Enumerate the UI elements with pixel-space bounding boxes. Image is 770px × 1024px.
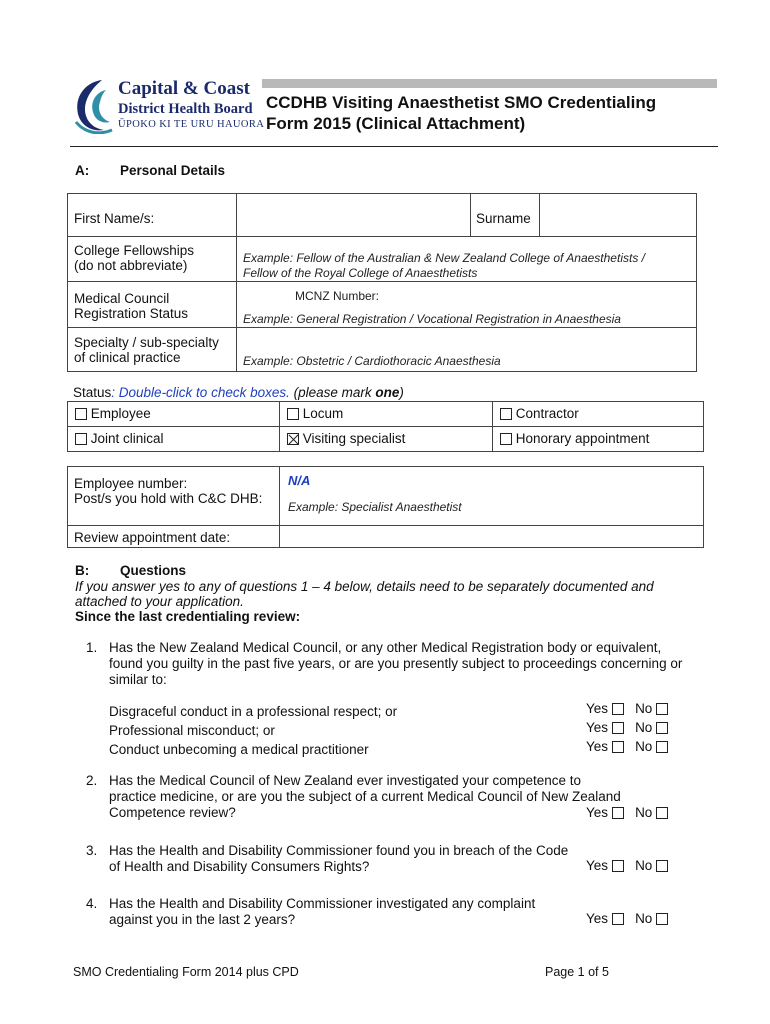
surname-label: Surname [476, 211, 531, 226]
q1a-yes-checkbox[interactable] [612, 703, 624, 715]
employment-table [67, 466, 704, 548]
footer-page-number: Page 1 of 5 [545, 965, 609, 979]
q4-answer [586, 911, 668, 926]
logo-emblem-icon [72, 76, 116, 134]
logo-line-1: Capital & Coast [118, 78, 250, 99]
status-label-honorary-appointment: Honorary appointment [515, 431, 650, 446]
q1-number: 1. [86, 640, 98, 655]
q1-sub-1: Disgraceful conduct in a professional respect; or [109, 704, 398, 719]
status-option-employee[interactable] [68, 402, 280, 427]
post-label: Post/s you hold with C&C DHB: [74, 491, 263, 506]
intro-line-1: If you answer yes to any of questions 1 – 4 below, details need to be separately documented and [75, 579, 654, 594]
checkbox-locum[interactable] [287, 408, 299, 420]
logo-line-2: District Health Board [118, 101, 253, 117]
mc-label-2: Registration Status [74, 306, 189, 321]
q1c-yes-checkbox[interactable] [612, 741, 624, 753]
status-close: ) [399, 385, 404, 400]
q2-number: 2. [86, 773, 98, 788]
specialty-example: Example: Obstetric / Cardiothoracic Anaesthesia [243, 354, 501, 368]
q3-text [109, 843, 589, 875]
q1a-answer [586, 701, 668, 716]
first-name-input[interactable] [237, 194, 471, 237]
surname-label-cell [471, 194, 540, 237]
fellowship-example-2: Fellow of the Royal College of Anaesthetists [243, 266, 478, 280]
q4-yes-checkbox[interactable] [612, 913, 624, 925]
status-label-joint-clinical: Joint clinical [90, 431, 164, 446]
status-line [73, 385, 404, 400]
q1-sub-2: Professional misconduct; or [109, 723, 275, 738]
employment-value-cell[interactable] [280, 467, 704, 526]
checkbox-visiting-specialist[interactable] [287, 433, 299, 445]
status-one: one [375, 385, 400, 400]
yes-label: Yes [586, 911, 609, 926]
status-option-visiting-specialist[interactable] [280, 427, 493, 452]
yes-label: Yes [586, 720, 609, 735]
q3-yes-checkbox[interactable] [612, 860, 624, 872]
mc-example: Example: General Registration / Vocational Registration in Anaesthesia [243, 312, 621, 326]
status-option-locum[interactable] [280, 402, 493, 427]
fellowship-label-cell [68, 237, 237, 282]
checkbox-joint-clinical[interactable] [75, 433, 87, 445]
no-label: No [635, 739, 653, 754]
q2-line-3: Competence review? [109, 805, 236, 820]
status-label-locum: Locum [302, 406, 344, 421]
q1-line-2: found you guilty in the past five years, or are you presently subject to proceedings concerning or [109, 656, 683, 671]
no-label: No [635, 720, 653, 735]
yes-label: Yes [586, 739, 609, 754]
employment-label-cell [68, 467, 280, 526]
title-bar [262, 79, 717, 88]
no-label: No [635, 805, 653, 820]
q2-yes-checkbox[interactable] [612, 807, 624, 819]
status-prefix: Status [73, 385, 112, 400]
mcnz-number-label: MCNZ Number: [295, 289, 380, 303]
q2-no-checkbox[interactable] [656, 807, 668, 819]
post-example: Example: Specialist Anaesthetist [288, 500, 462, 514]
footer-form-name: SMO Credentialing Form 2014 plus CPD [73, 965, 299, 979]
no-label: No [635, 858, 653, 873]
specialty-label-cell [68, 328, 237, 372]
q4-line-2: against you in the last 2 years? [109, 912, 296, 927]
q3-number: 3. [86, 843, 98, 858]
review-label-cell [68, 526, 280, 548]
status-please-mark: (please mark [289, 385, 376, 400]
no-label: No [635, 701, 653, 716]
first-name-label-cell [68, 194, 237, 237]
employee-number-label: Employee number: [74, 476, 188, 491]
q4-text [109, 896, 579, 928]
q1-sub-3: Conduct unbecoming a medical practitioner [109, 742, 369, 757]
status-instruction: : Double-click to check boxes. [111, 385, 290, 400]
status-option-honorary-appointment[interactable] [493, 427, 704, 452]
q2-line-1: Has the Medical Council of New Zealand ever investigated your competence to [109, 773, 581, 788]
employee-number-value[interactable]: N/A [288, 473, 311, 488]
q4-line-1: Has the Health and Disability Commissioner investigated any complaint [109, 896, 536, 911]
q1b-yes-checkbox[interactable] [612, 722, 624, 734]
personal-details-table [67, 193, 697, 372]
status-option-joint-clinical[interactable] [68, 427, 280, 452]
q1a-no-checkbox[interactable] [656, 703, 668, 715]
q1b-no-checkbox[interactable] [656, 722, 668, 734]
intro-line-2: attached to your application. [75, 594, 244, 609]
page-title [266, 92, 706, 134]
first-name-label: First Name/s: [74, 211, 155, 226]
yes-label: Yes [586, 805, 609, 820]
status-label-contractor: Contractor [515, 406, 579, 421]
section-b-letter: B: [75, 563, 90, 578]
q4-no-checkbox[interactable] [656, 913, 668, 925]
section-b-intro [75, 579, 725, 609]
logo-line-3: ŪPOKO KI TE URU HAUORA [118, 119, 265, 130]
q2-line-2: practice medicine, or are you the subject of a current Medical Council of New Zealand [109, 789, 621, 804]
status-label-visiting-specialist: Visiting specialist [302, 431, 406, 446]
mc-label-cell [68, 282, 237, 328]
q1-line-1: Has the New Zealand Medical Council, or any other Medical Registration body or equivalent, [109, 640, 662, 655]
q1b-answer [586, 720, 668, 735]
status-option-contractor[interactable] [493, 402, 704, 427]
q1-line-3: similar to: [109, 672, 167, 687]
q2-text [109, 773, 669, 821]
title-divider [70, 146, 718, 147]
fellowship-example-1: Example: Fellow of the Australian & New Zealand College of Anaesthetists / [243, 251, 645, 265]
specialty-label-2: of clinical practice [74, 350, 181, 365]
q1c-no-checkbox[interactable] [656, 741, 668, 753]
review-date-input[interactable] [280, 526, 704, 548]
section-a-letter: A: [75, 163, 90, 178]
surname-input[interactable] [540, 194, 697, 237]
section-a-title: Personal Details [120, 163, 226, 178]
checkbox-honorary-appointment[interactable] [500, 433, 512, 445]
q3-line-2: of Health and Disability Consumers Rights? [109, 859, 370, 874]
no-label: No [635, 911, 653, 926]
status-table [67, 401, 704, 452]
checkbox-employee[interactable] [75, 408, 87, 420]
title-line-2: Form 2015 (Clinical Attachment) [266, 114, 526, 133]
q4-number: 4. [86, 896, 98, 911]
q3-line-1: Has the Health and Disability Commissioner found you in breach of the Code [109, 843, 569, 858]
status-label-employee: Employee [90, 406, 151, 421]
checkbox-contractor[interactable] [500, 408, 512, 420]
section-b-title: Questions [120, 563, 187, 578]
q3-no-checkbox[interactable] [656, 860, 668, 872]
q2-answer [586, 805, 668, 820]
q3-answer [586, 858, 668, 873]
dhb-logo [72, 76, 265, 134]
since-last-review: Since the last credentialing review: [75, 609, 301, 624]
fellowship-label-2: (do not abbreviate) [74, 258, 188, 273]
mc-label-1: Medical Council [74, 291, 170, 306]
review-label: Review appointment date: [74, 530, 231, 545]
mc-input[interactable] [237, 282, 697, 328]
yes-label: Yes [586, 701, 609, 716]
yes-label: Yes [586, 858, 609, 873]
q1-text [109, 640, 729, 688]
q1-sub-list [109, 702, 397, 759]
specialty-input[interactable] [237, 328, 697, 372]
specialty-label-1: Specialty / sub-specialty [74, 335, 219, 350]
fellowship-label-1: College Fellowships [74, 243, 195, 258]
title-line-1: CCDHB Visiting Anaesthetist SMO Credentialing [266, 93, 657, 112]
fellowship-input[interactable] [237, 237, 697, 282]
q1c-answer [586, 739, 668, 754]
